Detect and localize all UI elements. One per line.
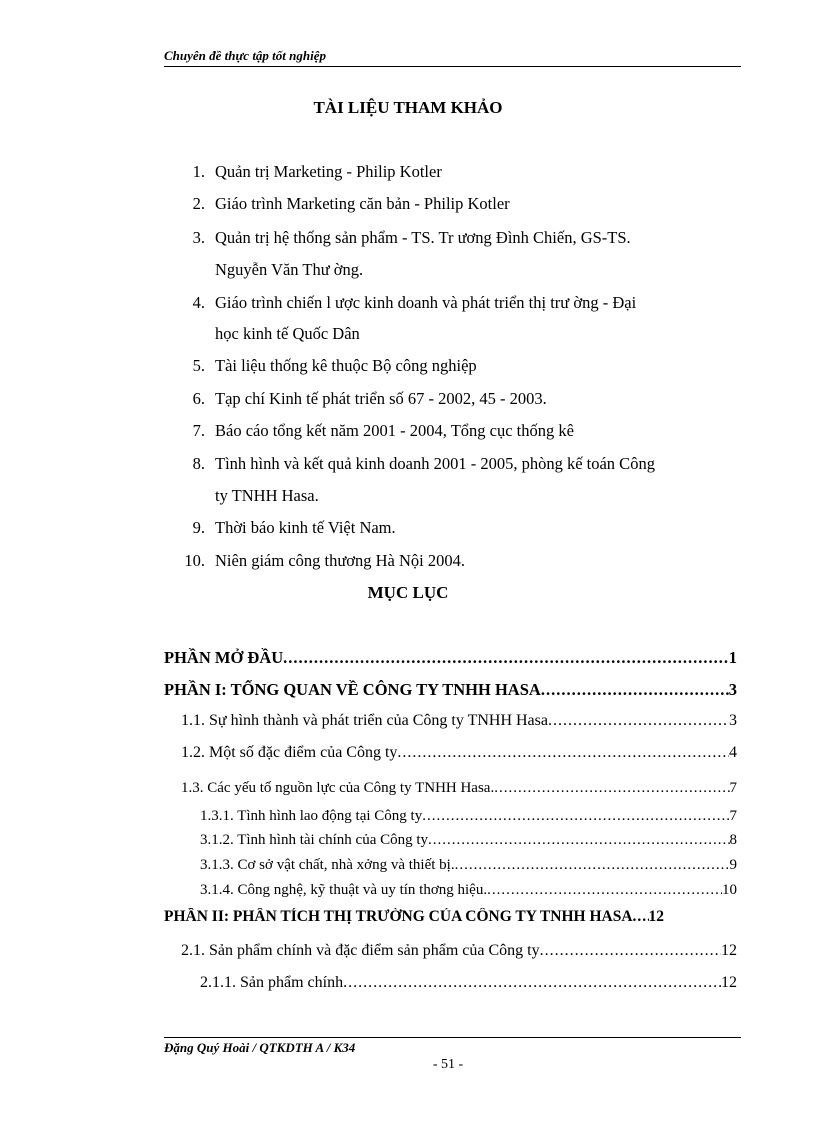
- header-text: Chuyên đề thực tập tốt nghiệp: [164, 48, 326, 63]
- toc-entry[interactable]: 3.1.3. Cơ sở vật chất, nhà xởng và thiết bị. ..... 9: [200, 857, 737, 874]
- references-title: TÀI LIỆU THAM KHẢO: [313, 98, 503, 117]
- toc-entry[interactable]: 1.3.1. Tình hình lao động tại Công ty ..... 7: [200, 808, 737, 825]
- page-number: - 51 -: [432, 1057, 464, 1072]
- toc-entry[interactable]: 1.1. Sự hình thành và phát triển của Công ty TNHH Hasa ..... 3: [181, 712, 737, 730]
- toc-entry[interactable]: 2.1.1. Sản phẩm chính ..... 12: [200, 974, 737, 992]
- toc-entry[interactable]: PHẦN MỞ ĐẦU ..... 1: [164, 648, 737, 668]
- references-list: 1. Quản trị Marketing - Philip Kotler 2. Giáo trình Marketing căn bản - Philip Kotler 3. Quản trị hệ thống sản phẩm - TS. Tr ương Đình Chiến, GS-TS. Nguyễn Văn Thư ờng. 4. Giáo trình chiến l ược kinh doanh và phát triển thị trư ờng - Đại học kinh tế Quốc Dân 5. Tài liệu thống kê thuộc Bộ công nghiệp 6. Tạp chí Kinh tế phát triển số 67 - 2002, 45 - 2003. 7. Báo cáo tổng kết năm 2001 - 2004, Tổng cục thống kê 8. Tình hình và kết quả kinh doanh 2001 - 2005, phòng kế toán Công ty TNHH Hasa. 9. Thời báo kinh tế Việt Nam. 10. Niên giám công thương Hà Nội 2004.: [184, 162, 655, 570]
- footer-text: Đặng Quý Hoài / QTKDTH A / K34: [164, 1040, 356, 1055]
- toc-title: MỤC LỤC: [367, 583, 449, 602]
- toc-entry[interactable]: PHẦN II: PHÂN TÍCH THỊ TRƯỜNG CỦA CÔNG TY TNHH HASA ..... 12: [164, 908, 737, 926]
- toc-entry[interactable]: 3.1.4. Công nghệ, kỹ thuật và uy tín thơng hiệu. ..... 10: [200, 882, 737, 899]
- toc-entry[interactable]: 1.3. Các yếu tố nguồn lực của Công ty TNHH Hasa. ..... 7: [181, 780, 737, 797]
- page-footer: [164, 1037, 741, 1056]
- toc-entry[interactable]: 3.1.2. Tình hình tài chính của Công ty ..... 8: [200, 832, 737, 849]
- toc-entry[interactable]: PHẦN I: TỔNG QUAN VỀ CÔNG TY TNHH HASA ..... 3: [164, 680, 737, 700]
- toc-entry[interactable]: 2.1. Sản phẩm chính và đặc điểm sản phẩm của Công ty ..... 12: [181, 942, 737, 960]
- toc-entry[interactable]: 1.2. Một số đặc điểm của Công ty ..... 4: [181, 744, 737, 762]
